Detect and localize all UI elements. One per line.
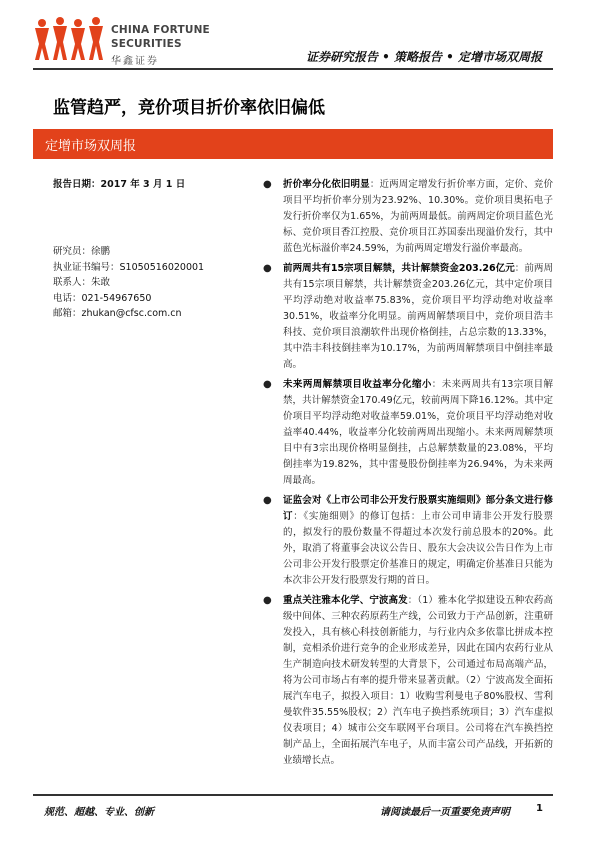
report-title: 监管趋严，竞价项目折价率依旧偏低 — [53, 98, 325, 118]
bullet-heading: 未来两周解禁项目收益率分化缩小 — [283, 379, 432, 390]
section-banner — [33, 129, 553, 159]
analyst-name: 研究员：徐鹏 — [53, 246, 111, 257]
header-series-title: 证券研究报告 • 策略报告 • 定增市场双周报 — [305, 50, 542, 64]
summary-bullet — [263, 493, 553, 589]
header-divider — [33, 68, 553, 70]
brand-name-cn: 华鑫证券 — [111, 56, 159, 67]
bullet-dot-icon: ● — [263, 263, 272, 274]
footer-motto: 规范、超越、专业、创新 — [44, 807, 154, 818]
bullet-dot-icon: ● — [263, 495, 272, 506]
license-number: 执业证书编号：S1050516020001 — [53, 261, 205, 273]
footer-disclaimer-link: 请阅读最后一页重要免责声明 — [380, 807, 510, 818]
page-number: 1 — [536, 803, 543, 814]
brand-name-en-line2: SECURITIES — [111, 38, 182, 50]
bullet-heading: 重点关注雅本化学、宁波高发 — [283, 595, 408, 606]
bullet-dot-icon: ● — [263, 595, 272, 606]
report-meta — [53, 176, 253, 320]
contact-person: 联系人：朱敢 — [53, 277, 111, 289]
brand-logo — [33, 16, 213, 66]
bullet-heading: 证监会对《上市公司非公开发行股票实施细则》部分条文进行修订 — [283, 495, 553, 522]
bullet-body: ：前两周共有15宗项目解禁，共计解禁资金203.26亿元，其中定价项目平均浮动绝对收益率75.83%，竞价项目平均浮动绝对收益率30.51%，收益率分化明显。前两周解禁项目中，竞价项目浩丰科技、竞价项目浪潮软件出现价格倒挂，占总宗数的13.33%，其中浩丰科技倒挂率为10.17%，为前两周解禁项目中倒挂率最高。 — [283, 263, 553, 370]
section-banner-label: 定增市场双周报 — [45, 139, 137, 154]
report-date: 报告日期：2017 年 3 月 1 日 — [53, 179, 186, 190]
analyst-contacts — [53, 244, 253, 322]
summary-bullet — [263, 593, 553, 769]
brand-name-en-line1: CHINA FORTUNE — [111, 24, 210, 36]
contact-phone: 电话：021-54967650 — [53, 292, 152, 304]
footer-divider — [33, 794, 553, 796]
summary-bullets — [263, 177, 553, 773]
summary-bullet — [263, 261, 553, 373]
bullet-heading: 折价率分化依旧明显 — [283, 179, 370, 190]
dancing-figures-logo-icon — [33, 16, 105, 64]
bullet-dot-icon: ● — [263, 179, 272, 190]
summary-bullet — [263, 177, 553, 257]
bullet-body: ：近两周定增发行折价率方面，定价、竞价项目平均折价率分别为23.92%、10.30%。竞价项目奥拓电子发行折价率仅为1.65%，为前两周最低。前两周定价项目蓝色光标、竞价项目香江控股、竞价项目江苏国泰出现溢价发行，其中蓝色光标溢价率24.59%，为前两周定增发行溢价率最高。 — [283, 179, 553, 254]
bullet-body: ：（1）雅本化学拟建设五种农药高级中间体、三种农药原药生产线，公司致力于产品创新，注重研发投入，具有核心科技创新能力，与行业内众多依靠比拼成本控制，竞相杀价进行竞争的企业形成差异，因此在国内农药行业从生产制造向技术研发转型的大背景下，公司通过布局高端产品，将为公司市场占有率的提升带来显著贡献。（2）宁波高发全面拓展汽车电子，拟投入项目：1）收购雪利曼电子80%股权、雪利曼软件35.55%股权；2）汽车电子换挡系统项目；3）汽车虚拟仪表项目；4）城市公交车联网平台项目。公司将在汽车换挡控制产品上，全面拓展汽车电子，从而丰富公司产品线，开拓新的业绩增长点。 — [283, 595, 553, 766]
bullet-body: ：未来两周共有13宗项目解禁，共计解禁资金170.49亿元，较前两周下降16.12%。其中定价项目平均浮动绝对收益率59.01%，竞价项目平均浮动绝对收益率40.44%，收益率分化较前两周出现缩小。未来两周解禁项目中有3宗出现价格明显倒挂，占总解禁数量的23.08%，平均倒挂率为19.82%，其中雷曼股份倒挂率为26.94%，为未来两周最高。 — [283, 379, 553, 486]
bullet-dot-icon: ● — [263, 379, 272, 390]
summary-bullet — [263, 377, 553, 489]
bullet-body: ：《实施细则》的修订包括：上市公司申请非公开发行股票的，拟发行的股份数量不得超过本次发行前总股本的20%。此外，取消了将董事会决议公告日、股东大会决议公告日作为上市公司非公开发行股票定价基准日的规定，明确定价基准日只能为本次非公开发行股票发行期的首日。 — [283, 511, 553, 586]
contact-email: 邮箱：zhukan@cfsc.com.cn — [53, 308, 182, 320]
bullet-heading: 前两周共有15宗项目解禁，共计解禁资金203.26亿元 — [283, 263, 515, 274]
